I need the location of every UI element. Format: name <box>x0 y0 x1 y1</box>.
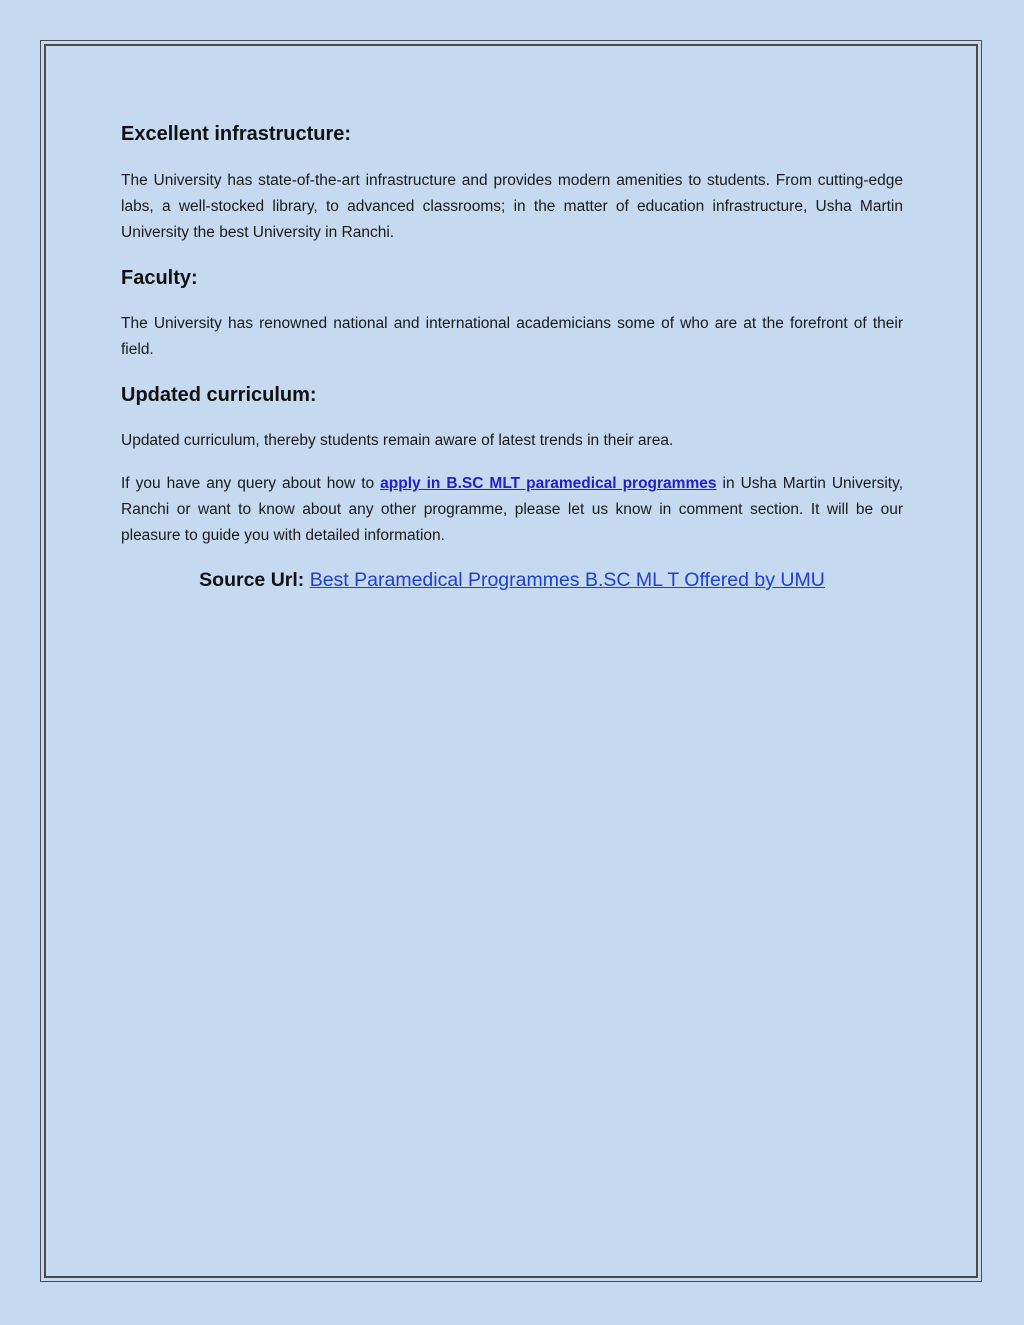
heading-infrastructure: Excellent infrastructure: <box>121 123 352 145</box>
query-text-after: in Usha Martin University, Ranchi or want to know about any other programme, please let us know in comment section. It will be our pleasure to guide you with detailed information. <box>121 475 904 544</box>
paragraph-faculty: The University has renowned national and international academicians some of who are at the forefront of their field. <box>121 315 903 358</box>
paragraph-curriculum: Updated curriculum, thereby students remain aware of latest trends in their area. <box>121 432 674 449</box>
query-text-before: If you have any query about how to <box>121 475 381 492</box>
heading-faculty: Faculty: <box>121 267 198 289</box>
source-url-label: Source Url: <box>199 569 305 591</box>
paragraph-infrastructure: The University has state-of-the-art infrastructure and provides modern amenities to students. From cutting-edge labs, a well-stocked library, to advanced classrooms; in the matter of education infrastructure, Usha Martin University the best University in Ranchi. <box>121 172 903 241</box>
apply-bsc-mlt-link[interactable]: apply in B.SC MLT paramedical programmes <box>380 475 717 492</box>
source-url-line <box>121 566 903 594</box>
paragraph-query <box>121 471 903 549</box>
document-content <box>121 120 903 594</box>
source-url-link[interactable]: Best Paramedical Programmes B.SC ML T Offered by UMU <box>309 569 825 591</box>
heading-curriculum: Updated curriculum: <box>121 384 317 406</box>
